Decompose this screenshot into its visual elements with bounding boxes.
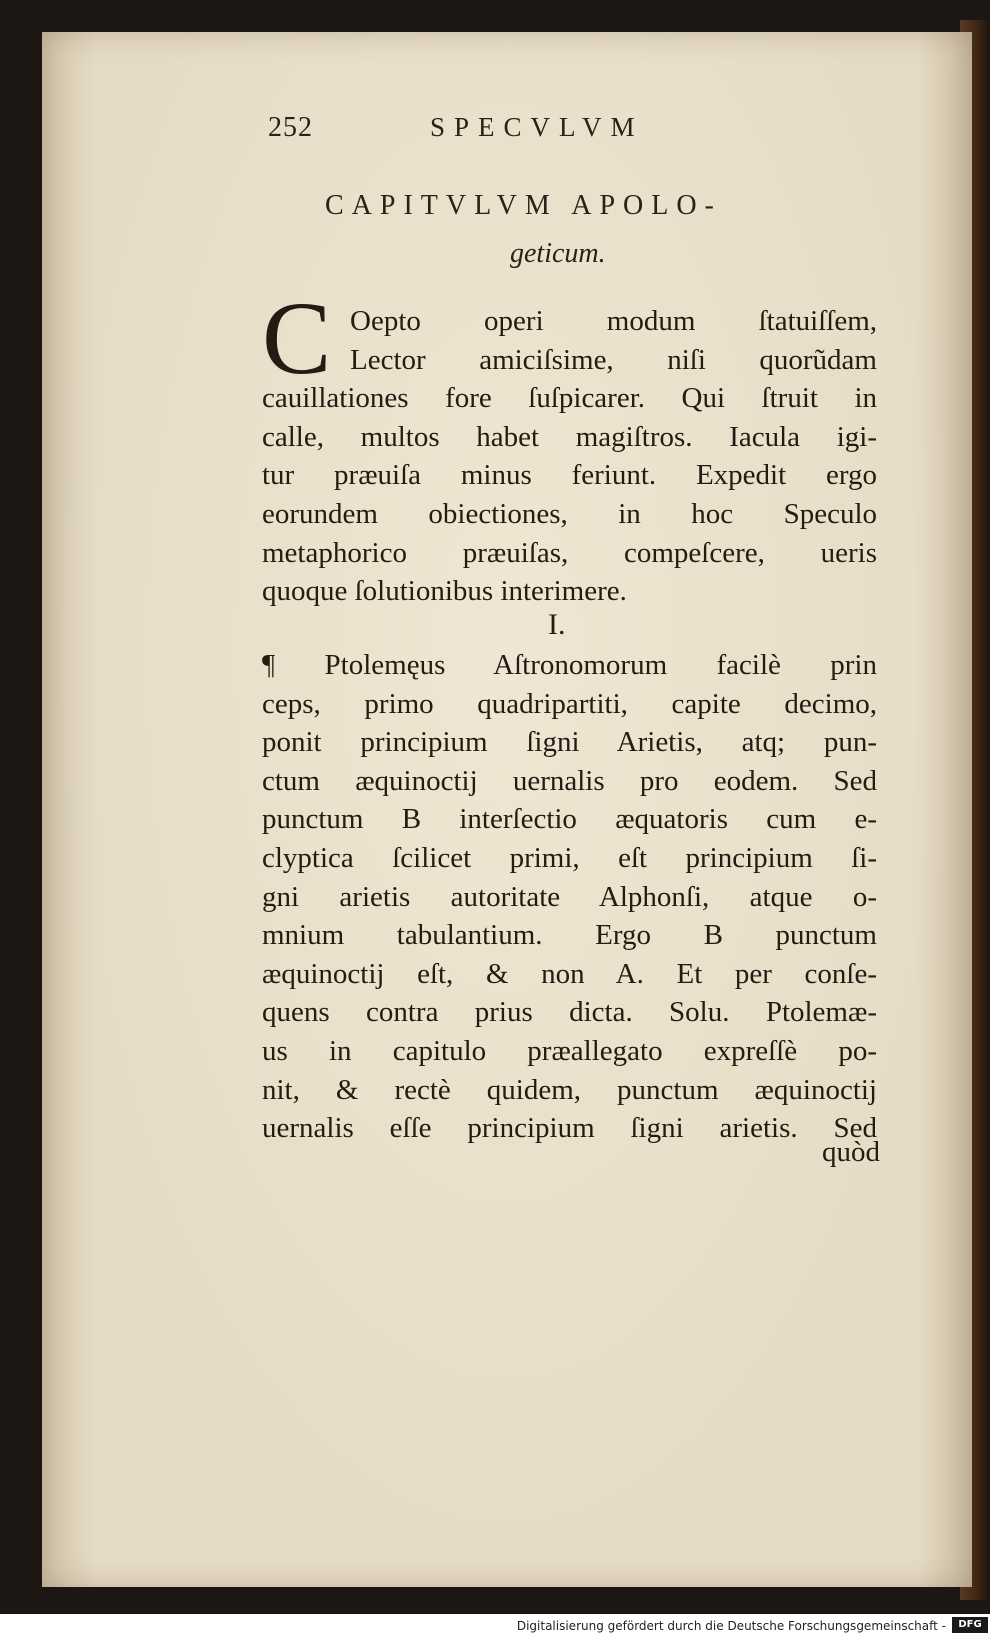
paragraph-intro <box>262 302 877 611</box>
text-line: eorundem obiectiones, in hoc Speculo <box>262 497 877 530</box>
text-line: ceps, primo quadripartiti, capite decimo, <box>262 687 877 720</box>
text-line: Lector amiciſsime, niſi quorũdam <box>350 343 877 376</box>
text-line: punctum B interſectio æquatoris cum e- <box>262 803 877 836</box>
text-line: æquinoctij eſt, & non A. Et per conſe- <box>262 957 877 990</box>
chapter-title-continuation: geticum. <box>510 238 606 269</box>
text-line: gni arietis autoritate Alphonſi, atque o- <box>262 880 877 913</box>
catchword: quòd <box>822 1136 880 1168</box>
running-title: SPECVLVM <box>430 112 644 142</box>
text-line: quoque ſolutionibus interimere. <box>262 575 627 608</box>
page-number: 252 <box>268 112 313 143</box>
text-line: ctum æquinoctij uernalis pro eodem. Sed <box>262 764 877 797</box>
text-line: ¶ Ptolemęus Aſtronomorum facilè prin <box>262 649 877 681</box>
text-line: calle, multos habet magiſtros. Iacula igi- <box>262 420 877 453</box>
text-line: us in capitulo præallegato expreſſè po- <box>262 1034 877 1067</box>
dfg-logo: DFG <box>952 1617 988 1633</box>
text-line: nit, & rectè quidem, punctum æquinoctij <box>262 1073 877 1106</box>
text-line: uernalis eſſe principium ſigni arietis. Sed <box>262 1112 877 1145</box>
text-line: cauillationes fore ſuſpicarer. Qui ſtruit in <box>262 382 877 415</box>
section-numeral: I. <box>548 608 566 641</box>
footer-credit: Digitalisierung gefördert durch die Deutsche Forschungsgemeinschaft - <box>516 1619 946 1633</box>
page-header <box>268 112 708 152</box>
text-line: metaphorico præuiſas, compeſcere, ueris <box>262 536 877 569</box>
paragraph-objection <box>262 646 877 1148</box>
text-line: ponit principium ſigni Arietis, atq; pun- <box>262 726 877 759</box>
text-line: Oepto operi modum ſtatuiſſem, <box>350 305 877 337</box>
text-line: tur præuiſa minus feriunt. Expedit ergo <box>262 459 877 492</box>
text-line: clyptica ſcilicet primi, eſt principium ſi- <box>262 841 877 874</box>
text-line: quens contra prius dicta. Solu. Ptolemæ- <box>262 996 877 1029</box>
chapter-title: CAPITVLVM APOLO- <box>325 190 722 221</box>
text-line: mnium tabulantium. Ergo B punctum <box>262 919 877 952</box>
drop-cap: C <box>262 281 332 396</box>
